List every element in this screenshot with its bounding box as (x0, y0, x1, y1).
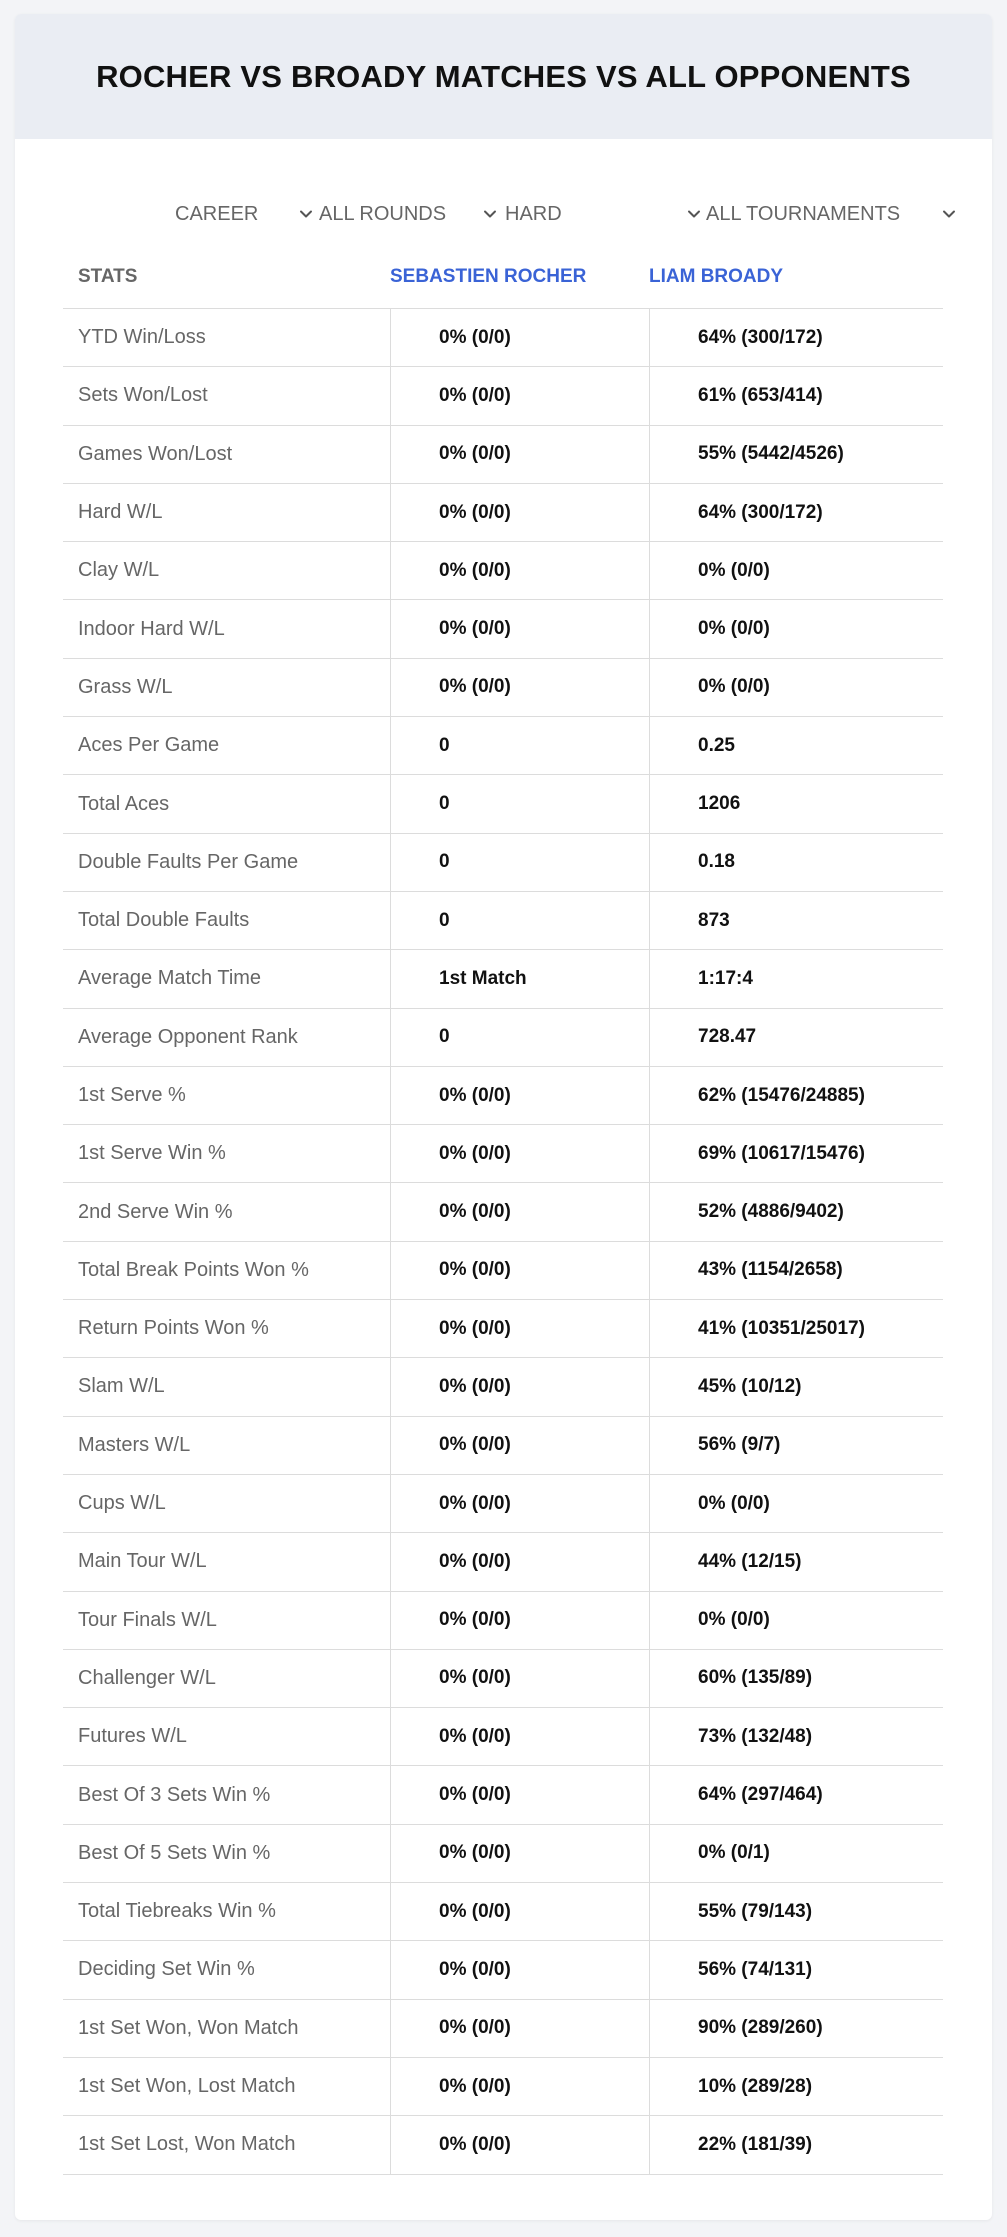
stat-label: Double Faults Per Game (78, 850, 299, 873)
stat-label: Indoor Hard W/L (78, 617, 225, 640)
player1-value: 0 (390, 834, 648, 891)
surface-select-value: HARD (505, 202, 562, 225)
table-row (63, 659, 943, 717)
player1-value: 0% (0/0) (390, 542, 648, 599)
player2-value: 56% (9/7) (649, 1417, 943, 1474)
table-row (63, 2058, 943, 2116)
tournaments-select[interactable] (706, 194, 958, 234)
stat-label: Total Break Points Won % (78, 1258, 309, 1281)
tournaments-select-value: ALL TOURNAMENTS (706, 202, 901, 225)
table-row (63, 1475, 943, 1533)
stat-label: Average Match Time (78, 967, 262, 990)
stat-label: Average Opponent Rank (78, 1025, 298, 1048)
player1-value: 0% (0/0) (390, 2116, 648, 2173)
table-row (63, 1941, 943, 1999)
player2-value: 0% (0/0) (649, 542, 943, 599)
player1-value: 0% (0/0) (390, 1358, 648, 1415)
table-row (63, 1417, 943, 1475)
stat-label: 1st Serve Win % (78, 1142, 226, 1165)
player2-column-header[interactable]: LIAM BROADY (649, 266, 784, 287)
stat-label: Tour Finals W/L (78, 1608, 217, 1631)
player1-value: 0% (0/0) (390, 1242, 648, 1299)
player1-value: 0% (0/0) (390, 1650, 648, 1707)
player1-value: 0% (0/0) (390, 426, 648, 483)
player2-value: 56% (74/131) (649, 1941, 943, 1998)
stat-label: Hard W/L (78, 501, 163, 524)
player1-value: 0% (0/0) (390, 1708, 648, 1765)
player1-value: 0% (0/0) (390, 1417, 648, 1474)
stat-label: Main Tour W/L (78, 1550, 207, 1573)
rounds-select-value: ALL ROUNDS (319, 202, 447, 225)
player1-value: 0% (0/0) (390, 2058, 648, 2115)
table-row (63, 1242, 943, 1300)
player2-value: 1206 (649, 775, 943, 832)
stat-label: Deciding Set Win % (78, 1958, 255, 1981)
player1-value: 0% (0/0) (390, 1125, 648, 1182)
stats-table (63, 246, 943, 2175)
player2-value: 728.47 (649, 1009, 943, 1066)
filter-bar (15, 194, 992, 234)
stat-label: Games Won/Lost (78, 442, 233, 465)
stat-label: Futures W/L (78, 1725, 187, 1748)
player2-value: 45% (10/12) (649, 1358, 943, 1415)
chevron-down-icon (940, 205, 958, 223)
table-row (63, 1067, 943, 1125)
stat-label: Masters W/L (78, 1433, 191, 1456)
table-row (63, 1883, 943, 1941)
player2-value: 61% (653/414) (649, 367, 943, 424)
stat-label: Total Aces (78, 792, 170, 815)
player1-value: 0% (0/0) (390, 309, 648, 366)
table-row (63, 1592, 943, 1650)
player2-value: 22% (181/39) (649, 2116, 943, 2173)
table-header (63, 246, 943, 309)
table-row (63, 426, 943, 484)
stat-label: Best Of 3 Sets Win % (78, 1783, 271, 1806)
player1-value: 0% (0/0) (390, 1533, 648, 1590)
table-row (63, 1358, 943, 1416)
table-row (63, 834, 943, 892)
stat-label: 1st Serve % (78, 1084, 186, 1106)
stat-label: 2nd Serve Win % (78, 1200, 233, 1223)
table-row (63, 1183, 943, 1241)
player1-value: 0 (390, 717, 648, 774)
stat-label: Challenger W/L (78, 1666, 216, 1689)
stat-label: 1st Set Lost, Won Match (78, 2133, 296, 2156)
player2-value: 64% (297/464) (649, 1766, 943, 1823)
player2-value: 0% (0/0) (649, 1592, 943, 1649)
player1-value: 0% (0/0) (390, 1592, 648, 1649)
page-title: ROCHER VS BROADY MATCHES VS ALL OPPONENTS (96, 58, 911, 94)
player1-value: 0% (0/0) (390, 367, 648, 424)
player1-value: 0% (0/0) (390, 1183, 648, 1240)
player2-value: 62% (15476/24885) (649, 1067, 943, 1124)
player1-value: 0 (390, 1009, 648, 1066)
player1-value: 0% (0/0) (390, 1067, 648, 1124)
table-row (63, 1125, 943, 1183)
player2-value: 60% (135/89) (649, 1650, 943, 1707)
table-row (63, 1300, 943, 1358)
stats-card (15, 14, 992, 2220)
table-row (63, 1825, 943, 1883)
stat-label: 1st Set Won, Won Match (78, 2016, 299, 2039)
player2-value: 0.18 (649, 834, 943, 891)
page-header (15, 14, 992, 139)
table-row (63, 542, 943, 600)
stat-label: Cups W/L (78, 1492, 166, 1515)
table-row (63, 484, 943, 542)
player1-value: 0% (0/0) (390, 1941, 648, 1998)
table-row (63, 367, 943, 425)
table-row (63, 309, 943, 367)
player2-value: 64% (300/172) (649, 309, 943, 366)
chevron-down-icon (685, 205, 703, 223)
table-row (63, 1766, 943, 1824)
stat-label: Aces Per Game (78, 734, 220, 757)
table-row (63, 2000, 943, 2058)
player2-value: 0% (0/0) (649, 659, 943, 716)
player2-value: 1:17:4 (649, 950, 943, 1007)
stat-label: YTD Win/Loss (78, 326, 206, 349)
period-select[interactable] (175, 194, 315, 234)
table-row (63, 1009, 943, 1067)
stats-column-header: STATS (78, 266, 138, 287)
player1-value: 0 (390, 892, 648, 949)
stat-label: Slam W/L (78, 1375, 165, 1398)
table-row (63, 2116, 943, 2174)
table-row (63, 950, 943, 1008)
stat-label: Total Tiebreaks Win % (78, 1900, 276, 1923)
stat-label: Clay W/L (78, 559, 160, 582)
player2-value: 90% (289/260) (649, 2000, 943, 2057)
chevron-down-icon (481, 205, 499, 223)
stat-label: 1st Set Won, Lost Match (78, 2075, 296, 2098)
table-row (63, 1708, 943, 1766)
player2-value: 52% (4886/9402) (649, 1183, 943, 1240)
player1-value: 0% (0/0) (390, 600, 648, 657)
table-row (63, 775, 943, 833)
period-select-value: CAREER (175, 202, 259, 225)
stat-label: Best Of 5 Sets Win % (78, 1841, 271, 1864)
player2-value: 69% (10617/15476) (649, 1125, 943, 1182)
table-row (63, 1533, 943, 1591)
stat-label: Total Double Faults (78, 909, 250, 932)
player2-value: 0% (0/0) (649, 1475, 943, 1532)
stat-label: Grass W/L (78, 675, 173, 698)
player2-value: 73% (132/48) (649, 1708, 943, 1765)
player2-value: 873 (649, 892, 943, 949)
surface-select[interactable] (505, 194, 703, 234)
player2-value: 55% (79/143) (649, 1883, 943, 1940)
chevron-down-icon (297, 205, 315, 223)
player1-value: 0% (0/0) (390, 1825, 648, 1882)
player2-value: 0.25 (649, 717, 943, 774)
player1-column-header[interactable]: SEBASTIEN ROCHER (390, 266, 587, 287)
player2-value: 64% (300/172) (649, 484, 943, 541)
stat-label: Return Points Won % (78, 1317, 269, 1340)
table-body (63, 309, 943, 2175)
table-row (63, 600, 943, 658)
player1-value: 0% (0/0) (390, 1300, 648, 1357)
rounds-select[interactable] (319, 194, 499, 234)
player1-value: 0 (390, 775, 648, 832)
player1-value: 0% (0/0) (390, 1475, 648, 1532)
player2-value: 44% (12/15) (649, 1533, 943, 1590)
player1-value: 0% (0/0) (390, 484, 648, 541)
player2-value: 55% (5442/4526) (649, 426, 943, 483)
player1-value: 0% (0/0) (390, 1766, 648, 1823)
player1-value: 0% (0/0) (390, 659, 648, 716)
table-row (63, 1650, 943, 1708)
stat-label: Sets Won/Lost (78, 384, 208, 407)
player2-value: 0% (0/0) (649, 600, 943, 657)
player2-value: 0% (0/1) (649, 1825, 943, 1882)
table-row (63, 717, 943, 775)
player1-value: 1st Match (390, 950, 648, 1007)
player1-value: 0% (0/0) (390, 1883, 648, 1940)
player2-value: 41% (10351/25017) (649, 1300, 943, 1357)
table-row (63, 892, 943, 950)
player1-value: 0% (0/0) (390, 2000, 648, 2057)
player2-value: 10% (289/28) (649, 2058, 943, 2115)
player2-value: 43% (1154/2658) (649, 1242, 943, 1299)
